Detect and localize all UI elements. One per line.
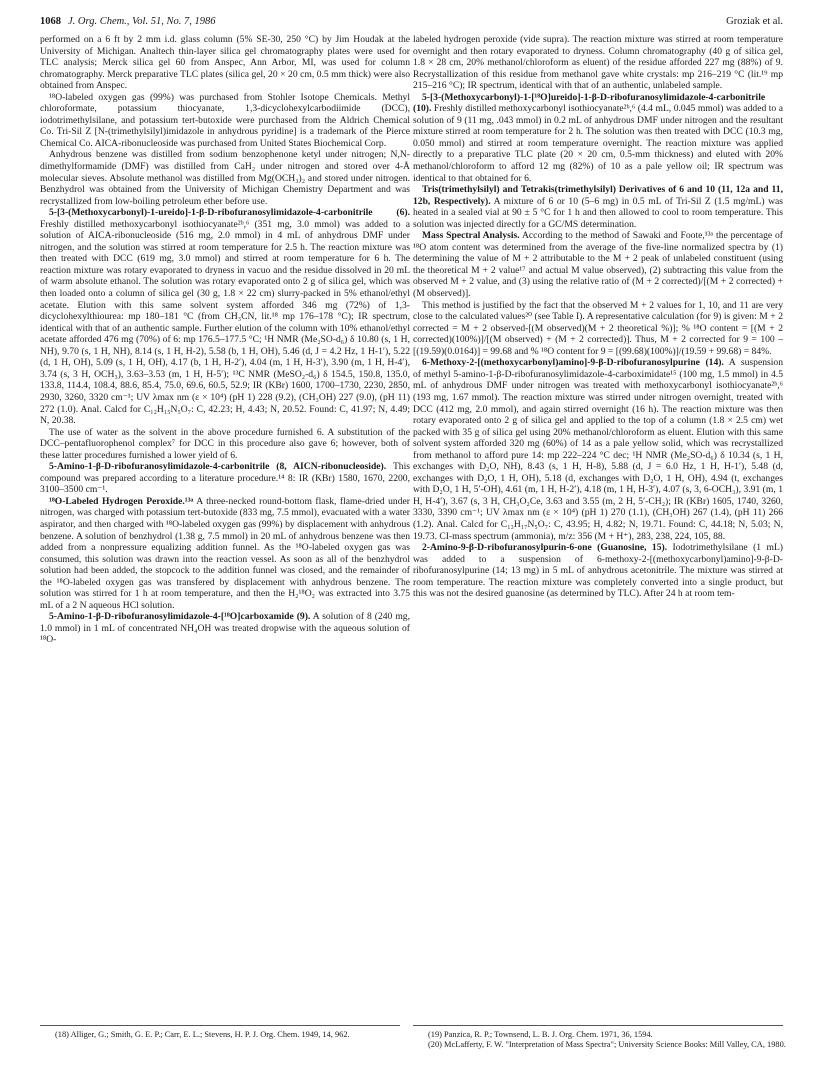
paragraph-text: This compound was prepared according to a literature procedure.¹⁴ 8: IR (KBr) 1580, 1670, 2200, 3100–3500 cm⁻¹.	[40, 461, 410, 496]
paragraph-text: A suspension of methyl 5-amino-1-β-D-ribofuranosylimidazole-4-carboximidate¹⁵ (100 mg, 1.5 mmol) in 4.5 mL of anhydrous DMF under nitrogen was treated with methoxycarbonyl isothiocyanate²ᵇ,⁶ (193 mg, 1.67 mmol). The reaction mixture was stirred under nitrogen overnight, treated with DCC (412 mg, 2.0 mmol), and again stirred overnight (16 h). The reaction mixture was then rotary evaporated onto 2 g of silica gel and applied to the top of a column (1.8 × 2.5 cm) wet packed with 35 g of silica gel using 20% methanol/chloroform as eluent. Elution with this same solvent system afforded 320 mg (60%) of 14 as a pale yellow solid, which was recrystallized from methanol to afford pure 14: mp 222–224 °C dec; ¹H NMR (Me₂SO-d₆) δ 10.34 (s, 1 H, exchanges with D₂O, NH), 8.43 (s, 1 H, H-8), 5.88 (d, J = 6.0 Hz, 1 H, H-1′), 5.48 (d, exchanges with D₂O, 1 H, OH), 5.18 (d, exchanges with D₂O, 1 H, OH), 4.94 (t, exchanges with D₂O, 1 H, 5′-OH), 4.61 (m, 1 H, H-2′), 4.18 (m, 1 H, H-3′), 4.07 (s, 3, 6-OCH₃), 3.91 (m, 1 H, H-4′), 3.67 (s, 3 H, CH₃O₂Ce, 3.63 and 3.55 (m, 2 H, 5′-CH₂); IR (KBr) 1605, 1740, 3260, 3330, 3390 cm⁻¹; UV λmax nm (ε × 10⁴) (pH 1) 270 (1.1), (CH₃OH) 267 (1.4), (pH 11) 266 (1.2). Anal. Calcd for C₁₃H₁₇N₅O₇: C, 43.95; H, 4.82; N, 19.71. Found: C, 44.18; N, 5.03; N, 19.73. CI-mass spectrum (ammonia), m/z: 356 (M + H⁺), 283, 238, 224, 105, 88.	[413, 357, 783, 542]
paragraph	[413, 184, 783, 230]
paragraph	[413, 230, 783, 299]
paragraph-text: A mixture of 6 or 10 (5–6 mg) in 0.5 mL of Tri-Sil Z (1.5 mg/mL) was heated in a sealed vial at 90 ± 5 °C for 1 h and then allowed to cool to room temperature. This solution was injected directly for a GC/MS determination.	[413, 195, 783, 230]
paragraph	[413, 92, 783, 184]
paragraph	[40, 496, 410, 611]
paragraph-text: Freshly distilled methoxycarbonyl isothiocyanate²ᵇ,⁶ (4.4 mL, 0.045 mmol) was added to a solution of 9 (11 mg, .043 mmol) in 0.2 mL of anhydrous DMF under nitrogen and the resultant mixture stirred at room temperature for 2 h. The solution was then treated with DCC (10.3 mg, 0.050 mmol) and stirred at room temperature overnight. The reaction mixture was applied directly to a preparative TLC plate (20 × 20 cm, 0.5-mm thickness) and eluted with 20% methanol/chloroform to afford 12 mg (82%) of 10 as a pale yellow oil; IR spectrum was identical to that obtained for 6.	[413, 103, 783, 184]
paragraph-text: This method is justified by the fact that the observed M + 2 values for 1, 10, and 11 are very close to the calculated values²⁰ (see Table I). A representative calculation (for 9) is given: M + 2 corrected = M + 2 observed-[(M observed)(M + 2 theoretical %)]; % ¹⁸O content = [(M + 2 corrected)(100%)]/[(M observed) + (M + 2 corrected)]. Thus, M + 2 corrected for 9 = 100 – [(19.59)(0.0164)] = 99.68 and % ¹⁸O content for 9 = [(99.68)(100%)]/(19.59 + 99.68) = 84%.	[413, 299, 783, 357]
paragraph-text: The use of water as the solvent in the above procedure furnished 6. A substitution of the DCC–pentafluorophenol complex⁷ for DCC in this procedure also gave 6; however, both of these latter procedures furnished a lower yield of 6.	[40, 426, 410, 461]
paragraph	[40, 149, 410, 207]
section-heading: 5-Amino-1-β-D-ribofuranosylimidazole-4-carbonitrile (8, AICN-ribonucleoside).	[49, 461, 387, 473]
footnotes-left	[55, 1030, 415, 1040]
paragraph-text: Freshly distilled methoxycarbonyl isothiocyanate²ᵇ,⁶ (351 mg, 3.0 mmol) was added to a solution of AICA-ribonucleoside (516 mg, 2.0 mmol) in 4 mL of anhydrous DMF under nitrogen, and the solution was stirred at room temperature for 2.5 h. The reaction mixture was then treated with DCC (619 mg, 3.0 mmol) and stirred at room temperature for 6 h. The reaction mixture was rotary evaporated to dryness in vacuo and the residue dissolved in 20 mL of warm absolute ethanol. The solution was rotary evaporated onto 2 g of silica gel, which was then loaded onto a column of silica gel (30 g, 1.8 × 22 cm) slurry-packed in 5% ethanol/ethyl acetate. Elution with this same solvent system afforded 346 mg (72%) of 1,3-dicyclohexylthiourea: mp 180–181 °C (from CH₃CN, lit.¹⁸ mp 176–178 °C); IR spectrum, identical with that of an authentic sample. Further elution of the column with 10% ethanol/ethyl acetate afforded 476 mg (70%) of 6: mp 176.5–177.5 °C; ¹H NMR (Me₂SO-d₆) δ 10.80 (s, 1 H, NH), 9.70 (s, 1 H, NH), 8.14 (s, 1 H, H-2), 5.58 (b, 1 H, OH), 5.46 (d, J = 4.2 Hz, 1 H-1′), 5.22 (d, 1 H, OH), 5.09 (s, 1 H, OH), 4.17 (b, 1 H, H-2′), 4.04 (m, 1 H, H-3′), 3.90 (m, 1 H, H-4′), 3.74 (s, 3 H, OCH₃), 3.63–3.53 (m, 1 H, H-5′); ¹³C NMR (MeSO₂-d₆) δ 154.5, 150.8, 135.0, 133.8, 114.4, 108.4, 88.6, 85.4, 75.0, 69.6, 60.5, 52.9; IR (KBr) 1600, 1700–1730, 2230, 2850, 2930, 3260, 3320 cm⁻¹; UV λmax nm (ε × 10⁴) (pH 1) 228 (9.2), (CH₃OH) 227 (9.0), (pH 11) 272 (1.0). Anal. Calcd for C₁₂H₁₅N₅O₇: C, 42.23; H, 4.43; N, 20.52. Found: C, 41.97; N, 4.49; N, 20.38.	[40, 218, 410, 427]
paragraph	[40, 461, 410, 496]
paragraph-text: labeled hydrogen peroxide (vide supra). The reaction mixture was stirred at room temperature overnight and then rotary evaporated to dryness. Column chromatography (40 g of silica gel, 1.8 × 28 cm, 20% methanol/chloroform as eluent) of the residue afforded 227 mg (88%) of 9. Recrystallization of this residue from methanol gave white crystals: mp 216–219 °C (lit.¹⁹ mp 215–216 °C); IR spectrum, identical with that of an authentic, unlabeled sample.	[413, 34, 783, 92]
paragraph	[413, 542, 783, 600]
footnote: (19) Panzica, R. P.; Townsend, L. B. J. Org. Chem. 1971, 36, 1594.	[428, 1030, 653, 1039]
section-heading: 5-[3-(Methoxycarbonyl)-1-[¹⁸O]ureido]-1-β-D-ribofuranosylimidazole-4-carbonitrile (10).	[413, 91, 766, 115]
paragraph	[413, 357, 783, 542]
page-number: 1068	[40, 16, 61, 27]
journal-citation: J. Org. Chem., Vol. 51, No. 7, 1986	[68, 16, 216, 27]
section-heading: 6-Methoxy-2-[(methoxycarbonyl)amino]-9-β-D-ribofuranosylpurine (14).	[422, 357, 724, 369]
footnote-rule-left	[40, 1025, 400, 1026]
paragraph-text: Iodotrimethylsilane (1 mL) was added to a suspension of 6-methoxy-2-[(methoxycarbonyl)amino]-9-β-D-ribofuranosylpurine (14; 13 mg) in 5 mL of anhydrous acetonitrile. The mixture was stirred at room temperature. The reaction mixture was completely converted into a single product, but this was not the desired guanosine (as determined by TLC). After 24 h at room tem-	[413, 542, 783, 600]
section-heading: Mass Spectral Analysis.	[422, 230, 520, 242]
footnote: (20) McLafferty, F. W. "Interpretation of Mass Spectra"; University Science Books: Mill Valley, CA, 1980.	[428, 1040, 786, 1049]
paragraph	[40, 427, 410, 462]
footnote: (18) Alliger, G.; Smith, G. E. P.; Carr, E. L.; Stevens, H. P. J. Org. Chem. 1949, 14, 962.	[55, 1030, 350, 1039]
footnotes-right	[428, 1030, 788, 1050]
paragraph-text: A three-necked round-bottom flask, flame-dried under nitrogen, was charged with potassium tert-butoxide (833 mg, 7.5 mmol), evacuated with a water aspirator, and then charged with ¹⁸O-labeled oxygen gas (99%) by displacement with anhydrous benzene. A solution of benzhydrol (1.38 g, 7.5 mmol) in 20 mL of anhydrous benzene was then added from a nonpressure equalizing addition funnel. As the ¹⁸O-labeled oxygen gas was consumed, this solution was drawn into the reaction vessel. As soon as all of the benzhydrol solution had been added, the stopcock to the addition funnel was closed, and the remainder of the ¹⁸O-labeled oxygen gas was transfered by displacement with anhydrous benzene. The solution was stirred for 1 h at room temperature, and then the H₂¹⁸O₂ was extracted into 3.75 mL of a 2 N aqueous HCl solution.	[40, 495, 410, 611]
paragraph	[40, 611, 410, 646]
paragraph-text: A solution of 8 (240 mg, 1.0 mmol) in 1 mL of concentrated NH₄OH was treated dropwise with the aqueous solution of ¹⁸O-	[40, 611, 410, 646]
paragraph	[40, 92, 410, 150]
running-header	[40, 16, 783, 32]
right-column	[413, 34, 783, 600]
section-heading: ¹⁸O-Labeled Hydrogen Peroxide.¹³ᵃ	[49, 495, 194, 507]
section-heading: Tris(trimethylsilyl) and Tetrakis(trimethylsilyl) Derivatives of 6 and 10 (11, 12a and 11, 12b, Respectively).	[413, 184, 783, 207]
paragraph-text: Anhydrous benzene was distilled from sodium benzophenone ketyl under nitrogen; N,N-dimethylformamide (DMF) was distilled from CaH₂ under nitrogen and stored over 4-Å molecular sieves. Absolute methanol was distilled from Mg(OCH₃)₂ and stored under nitrogen. Benzhydrol was obtained from the University of Michigan Chemistry Department and was recrystallized from low-boiling petroleum ether before use.	[40, 149, 410, 207]
paragraph-text: According to the method of Sawaki and Foote,¹³ᵃ the percentage of ¹⁸O atom content was determined from the average of the five-line normalized spectra by (1) determining the value of M + 2 attributable to the M + 2 peak of unlabeled constituent (using the theoretical M + 2 value¹⁷ and actual M value observed), (2) subtracting this value from the observed M + 2 value, and (3) using the relative ratio of (M + 2 corrected)/[(M + 2 corrected) + (M observed)].	[413, 230, 783, 300]
section-heading: 2-Amino-9-β-D-ribofuranosylpurin-6-one (Guanosine, 15).	[422, 542, 668, 554]
paragraph	[413, 34, 783, 92]
section-heading: 5-Amino-1-β-D-ribofuranosylimidazole-4-[¹⁸O]carboxamide (9).	[49, 611, 311, 623]
paragraph-text: performed on a 6 ft by 2 mm i.d. glass column (5% SE-30, 250 °C) by Jim Houdak at the University of Michigan. Analtech thin-layer silica gel chromatography plates were used for TLC analysis; Merck silica gel 60 from Anspec, Ann Arbor, MI, was used for column chromatography. Merck preparative TLC plates (silica gel, 20 × 20 cm, 0.5 mm thick) were also obtained from Anspec.	[40, 34, 410, 92]
section-heading: 5-[3-(Methoxycarbonyl)-1-ureido]-1-β-D-ribofuranosylimidazole-4-carbonitrile (6).	[49, 207, 410, 219]
footnote-rule-right	[413, 1025, 783, 1026]
running-authors: Groziak et al.	[726, 16, 783, 27]
left-column	[40, 34, 410, 646]
paragraph	[40, 34, 410, 92]
paragraph	[40, 207, 410, 426]
paragraph	[413, 300, 783, 358]
paragraph-text: ¹⁸O-labeled oxygen gas (99%) was purchased from Stohler Isotope Chemicals. Methyl chloroformate, potassium thiocyanate, 1,3-dicyclohexylcarbodiimide (DCC), iodotrimethylsilane, and potassium tert-butoxide were purchased from the Aldrich Chemical Co. Tri-Sil Z [N-(trimethylsilyl)imidazole in anhydrous pyridine] is a trademark of the Pierce Chemical Co. AICA-ribonucleoside was purchased from United States Biochemical Corp.	[40, 91, 410, 149]
